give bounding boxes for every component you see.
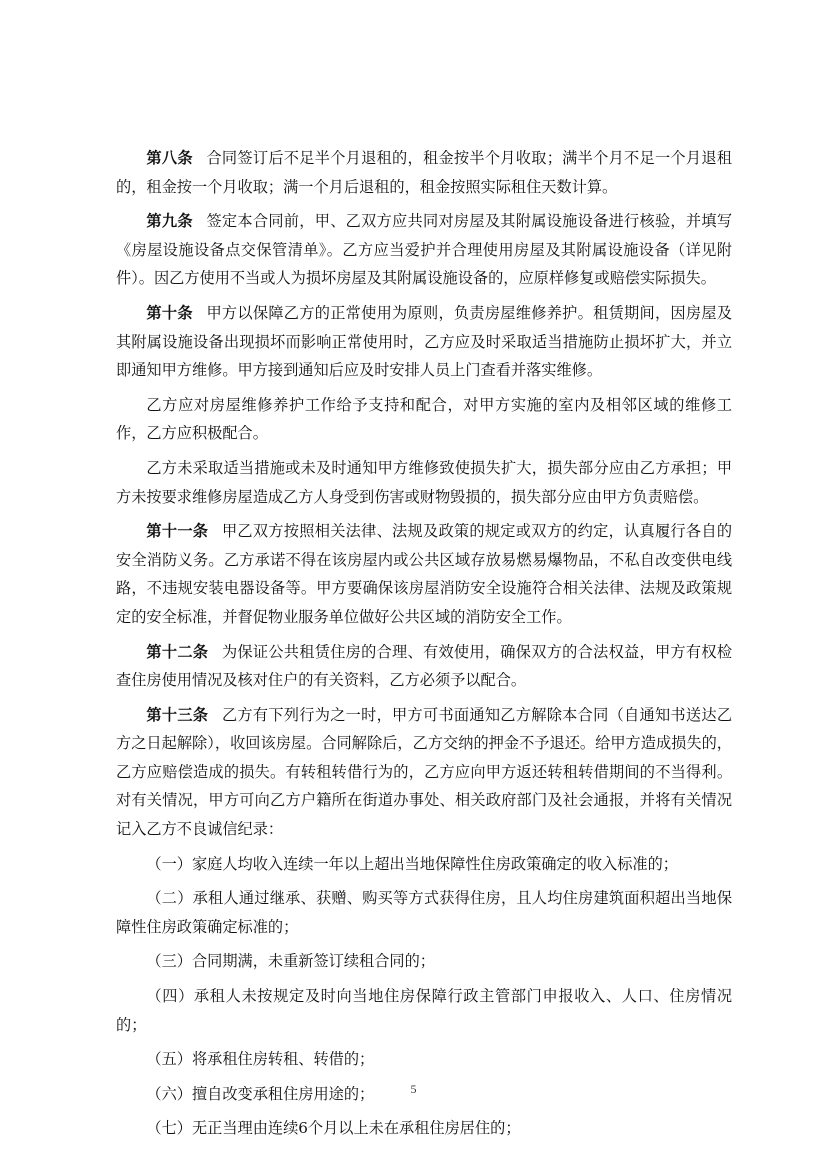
article-text: 合同签订后不足半个月退租的，租金按半个月收取；满半个月不足一个月退租的，租金按一个月收取；满一个月后退租的，租金按照实际租住天数计算。 [116, 149, 733, 196]
article-label: 第八条 [146, 149, 193, 167]
paragraph-text: 乙方未采取适当措施或未及时通知甲方维修致使损失扩大，损失部分应由乙方承担；甲方未按要求维修房屋造成乙方人身受到伤害或财物毁损的，损失部分应由甲方负责赔偿。 [116, 458, 732, 506]
article-9 [116, 207, 732, 293]
paragraph-liability [116, 454, 732, 511]
article-13 [116, 701, 732, 844]
article-12 [116, 638, 732, 695]
article-text: 乙方有下列行为之一时，甲方可书面通知乙方解除本合同（自通知书送达乙方之日起解除），收回该房屋。合同解除后，乙方交纳的押金不予退还。给甲方造成损失的，乙方应赔偿造成的损失。有转租转借行为的，乙方应向甲方返还转租转借期间的不当得利。对有关情况，甲方可向乙方户籍所在街道办事处、相关政府部门及社会通报，并将有关情况记入乙方不良诚信纪录： [116, 705, 733, 839]
list-item: （二）承租人通过继承、获赠、购买等方式获得住房，且人均住房建筑面积超出当地保障性住房政策确定标准的； [116, 889, 732, 936]
article-label: 第九条 [146, 212, 193, 231]
list-item: （三）合同期满，未重新签订续租合同的； [146, 952, 435, 971]
page-number: 5 [410, 1082, 417, 1096]
list-item: （四）承租人未按规定及时向当地住房保障行政主管部门申报收入、人口、住房情况的； [116, 987, 732, 1034]
list-item: （五）将承租住房转租、转借的； [146, 1050, 375, 1069]
contract-body [116, 144, 732, 1149]
article-text: 甲方以保障乙方的正常使用为原则，负责房屋维修养护。租赁期间，因房屋及其附属设施设备出现损坏而影响正常使用时，乙方应及时采取适当措施防止损坏扩大，并立即通知甲方维修。甲方接到通知后应及时安排人员上门查看并落实维修。 [116, 303, 733, 380]
list-item: （一）家庭人均收入连续一年以上超出当地保障性住房政策确定的收入标准的； [146, 854, 678, 873]
article-8 [116, 144, 732, 201]
list-item: （七）无正当理由连续6个月以上未在承租住房居住的； [146, 1119, 521, 1138]
article-10 [116, 299, 732, 385]
article-11 [116, 517, 732, 631]
article-text: 签定本合同前，甲、乙双方应共同对房屋及其附属设施设备进行核验，并填写《房屋设施设备点交保管清单》。乙方应当爱护并合理使用房屋及其附属设施设备（详见附件）。因乙方使用不当或人为损坏房屋及其附属设施设备的，应原样修复或赔偿实际损失。 [116, 212, 733, 288]
article-text: 为保证公共租赁住房的合理、有效使用，确保双方的合法权益，甲方有权检查住房使用情况及核对住户的有关资料，乙方必须予以配合。 [116, 642, 733, 690]
article-label: 第十条 [146, 303, 193, 322]
paragraph-cooperation [116, 391, 732, 448]
article-label: 第十二条 [146, 642, 209, 661]
article-text: 甲乙双方按照相关法律、法规及政策的规定或双方的约定，认真履行各自的安全消防义务。乙方承诺不得在该房屋内或公共区域存放易燃易爆物品，不私自改变供电线路，不违规安装电器设备等。甲方要确保该房屋消防安全设施符合相关法律、法规及政策规定的安全标准，并督促物业服务单位做好公共区域的消防安全工作。 [116, 522, 733, 626]
article-label: 第十一条 [146, 522, 209, 541]
paragraph-text: 乙方应对房屋维修养护工作给予支持和配合，对甲方实施的室内及相邻区域的维修工作，乙方应积极配合。 [116, 395, 732, 443]
article-label: 第十三条 [146, 705, 209, 724]
list-item: （六）擅自改变承租住房用途的； [146, 1084, 375, 1103]
